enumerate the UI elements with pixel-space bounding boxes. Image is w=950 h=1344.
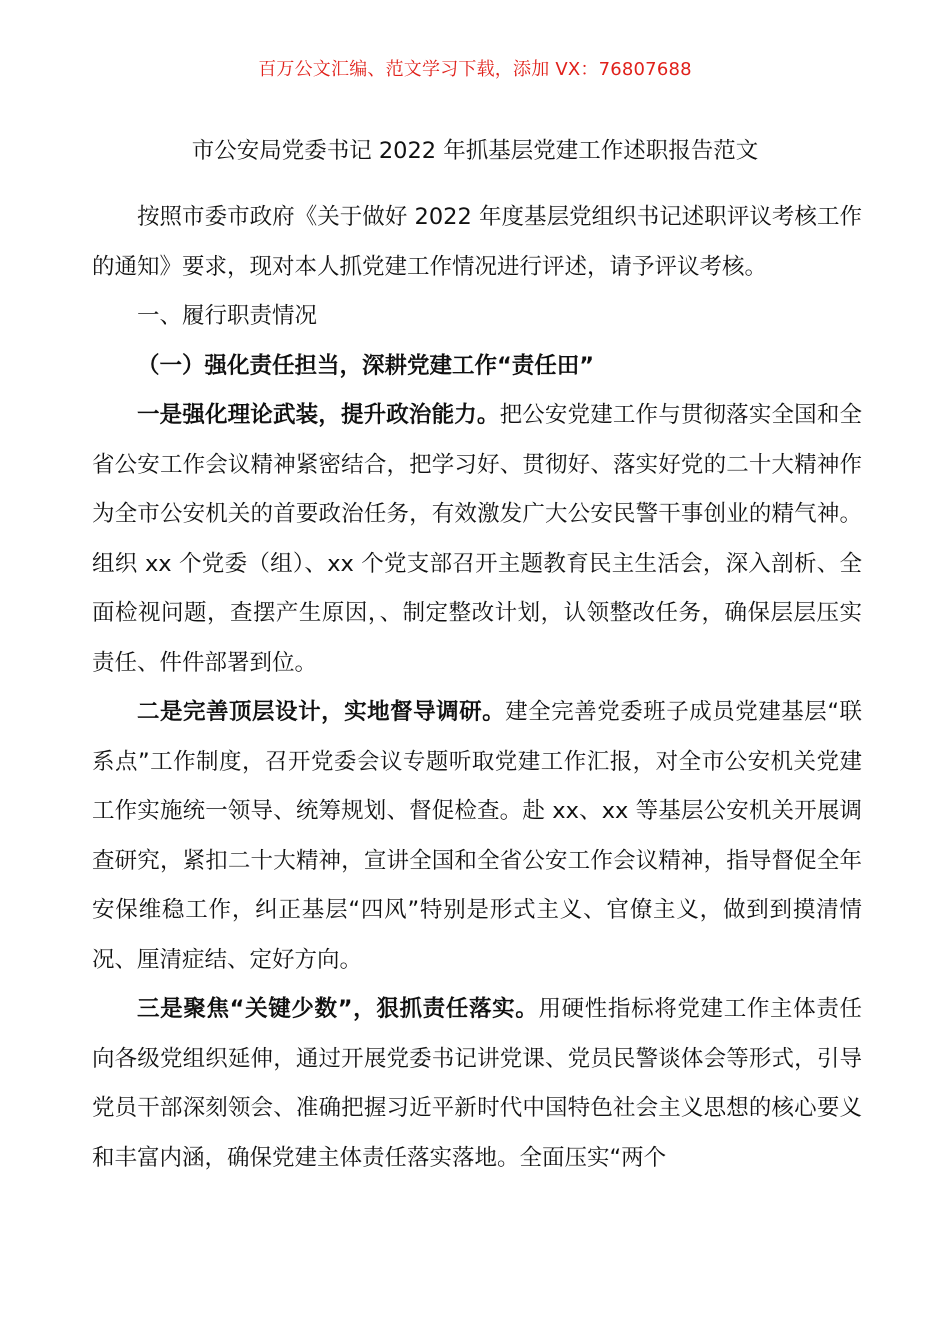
paragraph-1-lead: 一是强化理论武装，提升政治能力。 — [137, 402, 500, 428]
paragraph-1 — [92, 391, 862, 688]
section-heading-1: 一、履行职责情况 — [137, 303, 318, 329]
paragraph-3-lead: 三是聚焦“关键少数”，狠抓责任落实。 — [137, 996, 539, 1022]
document-body — [92, 193, 862, 1183]
paragraph-3 — [92, 985, 862, 1183]
paragraph-1-text: 把公安党建工作与贯彻落实全国和全省公安工作会议精神紧密结合，把学习好、贯彻好、落实好党的二十大精神作为全市公安机关的首要政治任务，有效激发广大公安民警干事创业的精气神。组织 xx 个党委（组）、xx 个党支部召开主题教育民主生活会，深入剖析、全面检视问题，查摆产生原因，、制定整改计划，认领整改任务，确保层层压实责任、件件部署到位。 — [92, 402, 862, 676]
subsection-heading-1: （一）强化责任担当，深耕党建工作“责任田” — [137, 352, 595, 379]
paragraph-2-lead: 二是完善顶层设计，实地督导调研。 — [137, 699, 506, 725]
intro-paragraph: 按照市委市政府《关于做好 2022 年度基层党组织书记述职评议考核工作的通知》要求，现对本人抓党建工作情况进行评述，请予评议考核。 — [92, 204, 862, 280]
document-title: 市公安局党委书记 2022 年抓基层党建工作述职报告范文 — [191, 138, 759, 164]
header-watermark-note: 百万公文汇编、范文学习下载，添加 VX：76807688 — [258, 59, 692, 80]
paragraph-2-text: 建全完善党委班子成员党建基层“联系点”工作制度，召开党委会议专题听取党建工作汇报，对全市公安机关党建工作实施统一领导、统筹规划、督促检查。赴 xx、xx 等基层公安机关开展调查研究，紧扣二十大精神，宣讲全国和全省公安工作会议精神，指导督促全年安保维稳工作，纠正基层“四风”特别是形式主义、官僚主义，做到到摸清情况、厘清症结、定好方向。 — [92, 699, 862, 973]
paragraph-3-text: 用硬性指标将党建工作主体责任向各级党组织延伸，通过开展党委书记讲党课、党员民警谈体会等形式，引导党员干部深刻领会、准确把握习近平新时代中国特色社会主义思想的核心要义和丰富内涵，确保党建主体责任落实落地。全面压实“两个 — [92, 996, 862, 1171]
paragraph-2 — [92, 688, 862, 985]
